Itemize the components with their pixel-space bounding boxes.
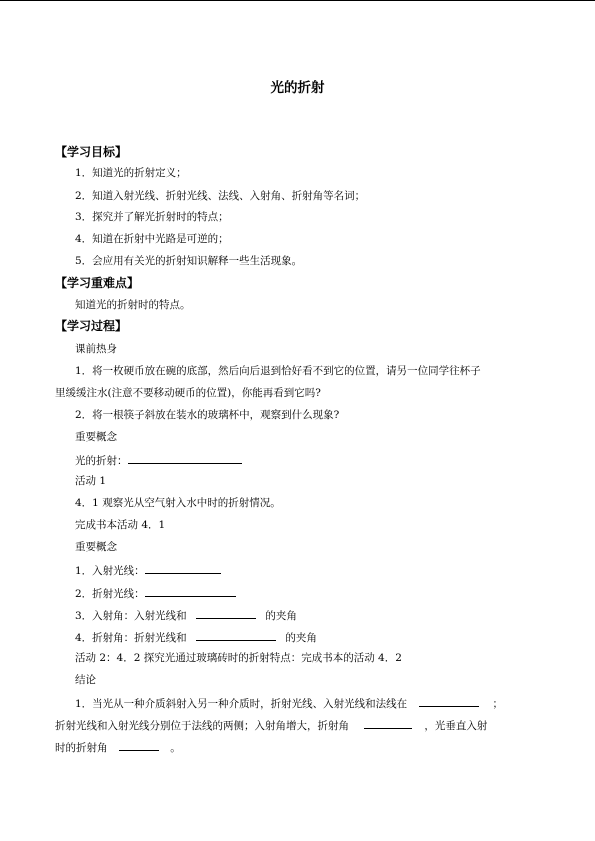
refracted-ray-label: 2．折射光线： [75, 588, 145, 600]
goal-item-5: 5．会应用有关光的折射知识解释一些生活现象。 [75, 255, 303, 267]
incident-angle-suffix: 的夹角 [265, 610, 297, 622]
conclusion-line-1 [75, 695, 503, 711]
refracted-ray-blank[interactable] [145, 585, 236, 597]
conclusion-line-3 [55, 739, 181, 755]
conclusion-2-suffix: ，光垂直入射 [424, 720, 488, 732]
incident-ray-label: 1．入射光线： [75, 565, 145, 577]
question-1-line-2: 里缓缓注水(注意不要移动硬币的位置)，你能再看到它吗? [55, 387, 321, 399]
incident-ray-blank[interactable] [145, 562, 221, 574]
refraction-definition-row [75, 452, 242, 468]
refraction-blank[interactable] [128, 452, 242, 464]
question-1-line-1: 1．将一枚硬币放在碗的底部，然后向后退到恰好看不到它的位置，请另一位同学往杯子 [75, 365, 481, 377]
process-heading: 【学习过程】 [55, 319, 128, 333]
activity-4-1: 4．1 观察光从空气射入水中时的折射情况。 [75, 497, 281, 509]
perpendicular-angle-blank[interactable] [119, 739, 159, 751]
conclusion-3-text: 时的折射角 [55, 742, 108, 754]
activity-1-label: 活动 1 [75, 475, 107, 487]
goal-item-4: 4．知道在折射中光路是可逆的； [75, 233, 229, 245]
refraction-label: 光的折射： [75, 455, 128, 467]
same-plane-blank[interactable] [419, 695, 479, 707]
term-1-row [75, 562, 221, 578]
goals-heading: 【学习目标】 [55, 145, 128, 159]
refraction-angle-text: 4．折射角：折射光线和 [75, 632, 187, 644]
incident-angle-text: 3．入射角：入射光线和 [75, 610, 187, 622]
goal-item-1: 1．知道光的折射定义； [75, 167, 187, 179]
term-3-row [75, 607, 297, 623]
key-points-heading: 【学习重难点】 [55, 276, 140, 290]
page-title: 光的折射 [270, 80, 325, 96]
conclusion-1-text: 1．当光从一种介质斜射入另一种介质时，折射光线、入射光线和法线在 [75, 698, 408, 710]
key-points-text: 知道光的折射时的特点。 [75, 299, 191, 311]
conclusion-1-suffix: ； [492, 698, 504, 710]
goal-item-3: 3．探究并了解光折射时的特点； [75, 211, 229, 223]
conclusion-line-2 [55, 717, 487, 733]
incident-angle-blank[interactable] [196, 607, 256, 619]
concept-label-2: 重要概念 [75, 541, 117, 553]
refraction-angle-suffix: 的夹角 [285, 632, 317, 644]
warmup-label: 课前热身 [75, 343, 117, 355]
refraction-angle-blank[interactable] [196, 629, 276, 641]
complete-activity-4-1: 完成书本活动 4．1 [75, 519, 166, 531]
activity-2: 活动 2：4．2 探究光通过玻璃砖时的折射特点：完成书本的活动 4．2 [75, 652, 402, 664]
conclusion-label: 结论 [75, 674, 96, 686]
term-4-row [75, 629, 317, 645]
top-border-line [0, 0, 595, 1]
concept-label-1: 重要概念 [75, 431, 117, 443]
question-2: 2．将一根筷子斜放在装水的玻璃杯中，观察到什么现象? [75, 409, 340, 421]
conclusion-2-text: 折射光线和入射光线分别位于法线的两侧；入射角增大，折射角 [55, 720, 349, 732]
conclusion-3-suffix: 。 [170, 742, 181, 754]
angle-increase-blank[interactable] [364, 717, 412, 729]
term-2-row [75, 585, 236, 601]
goal-item-2: 2．知道入射光线、折射光线、法线、入射角、折射角等名词； [75, 190, 366, 202]
